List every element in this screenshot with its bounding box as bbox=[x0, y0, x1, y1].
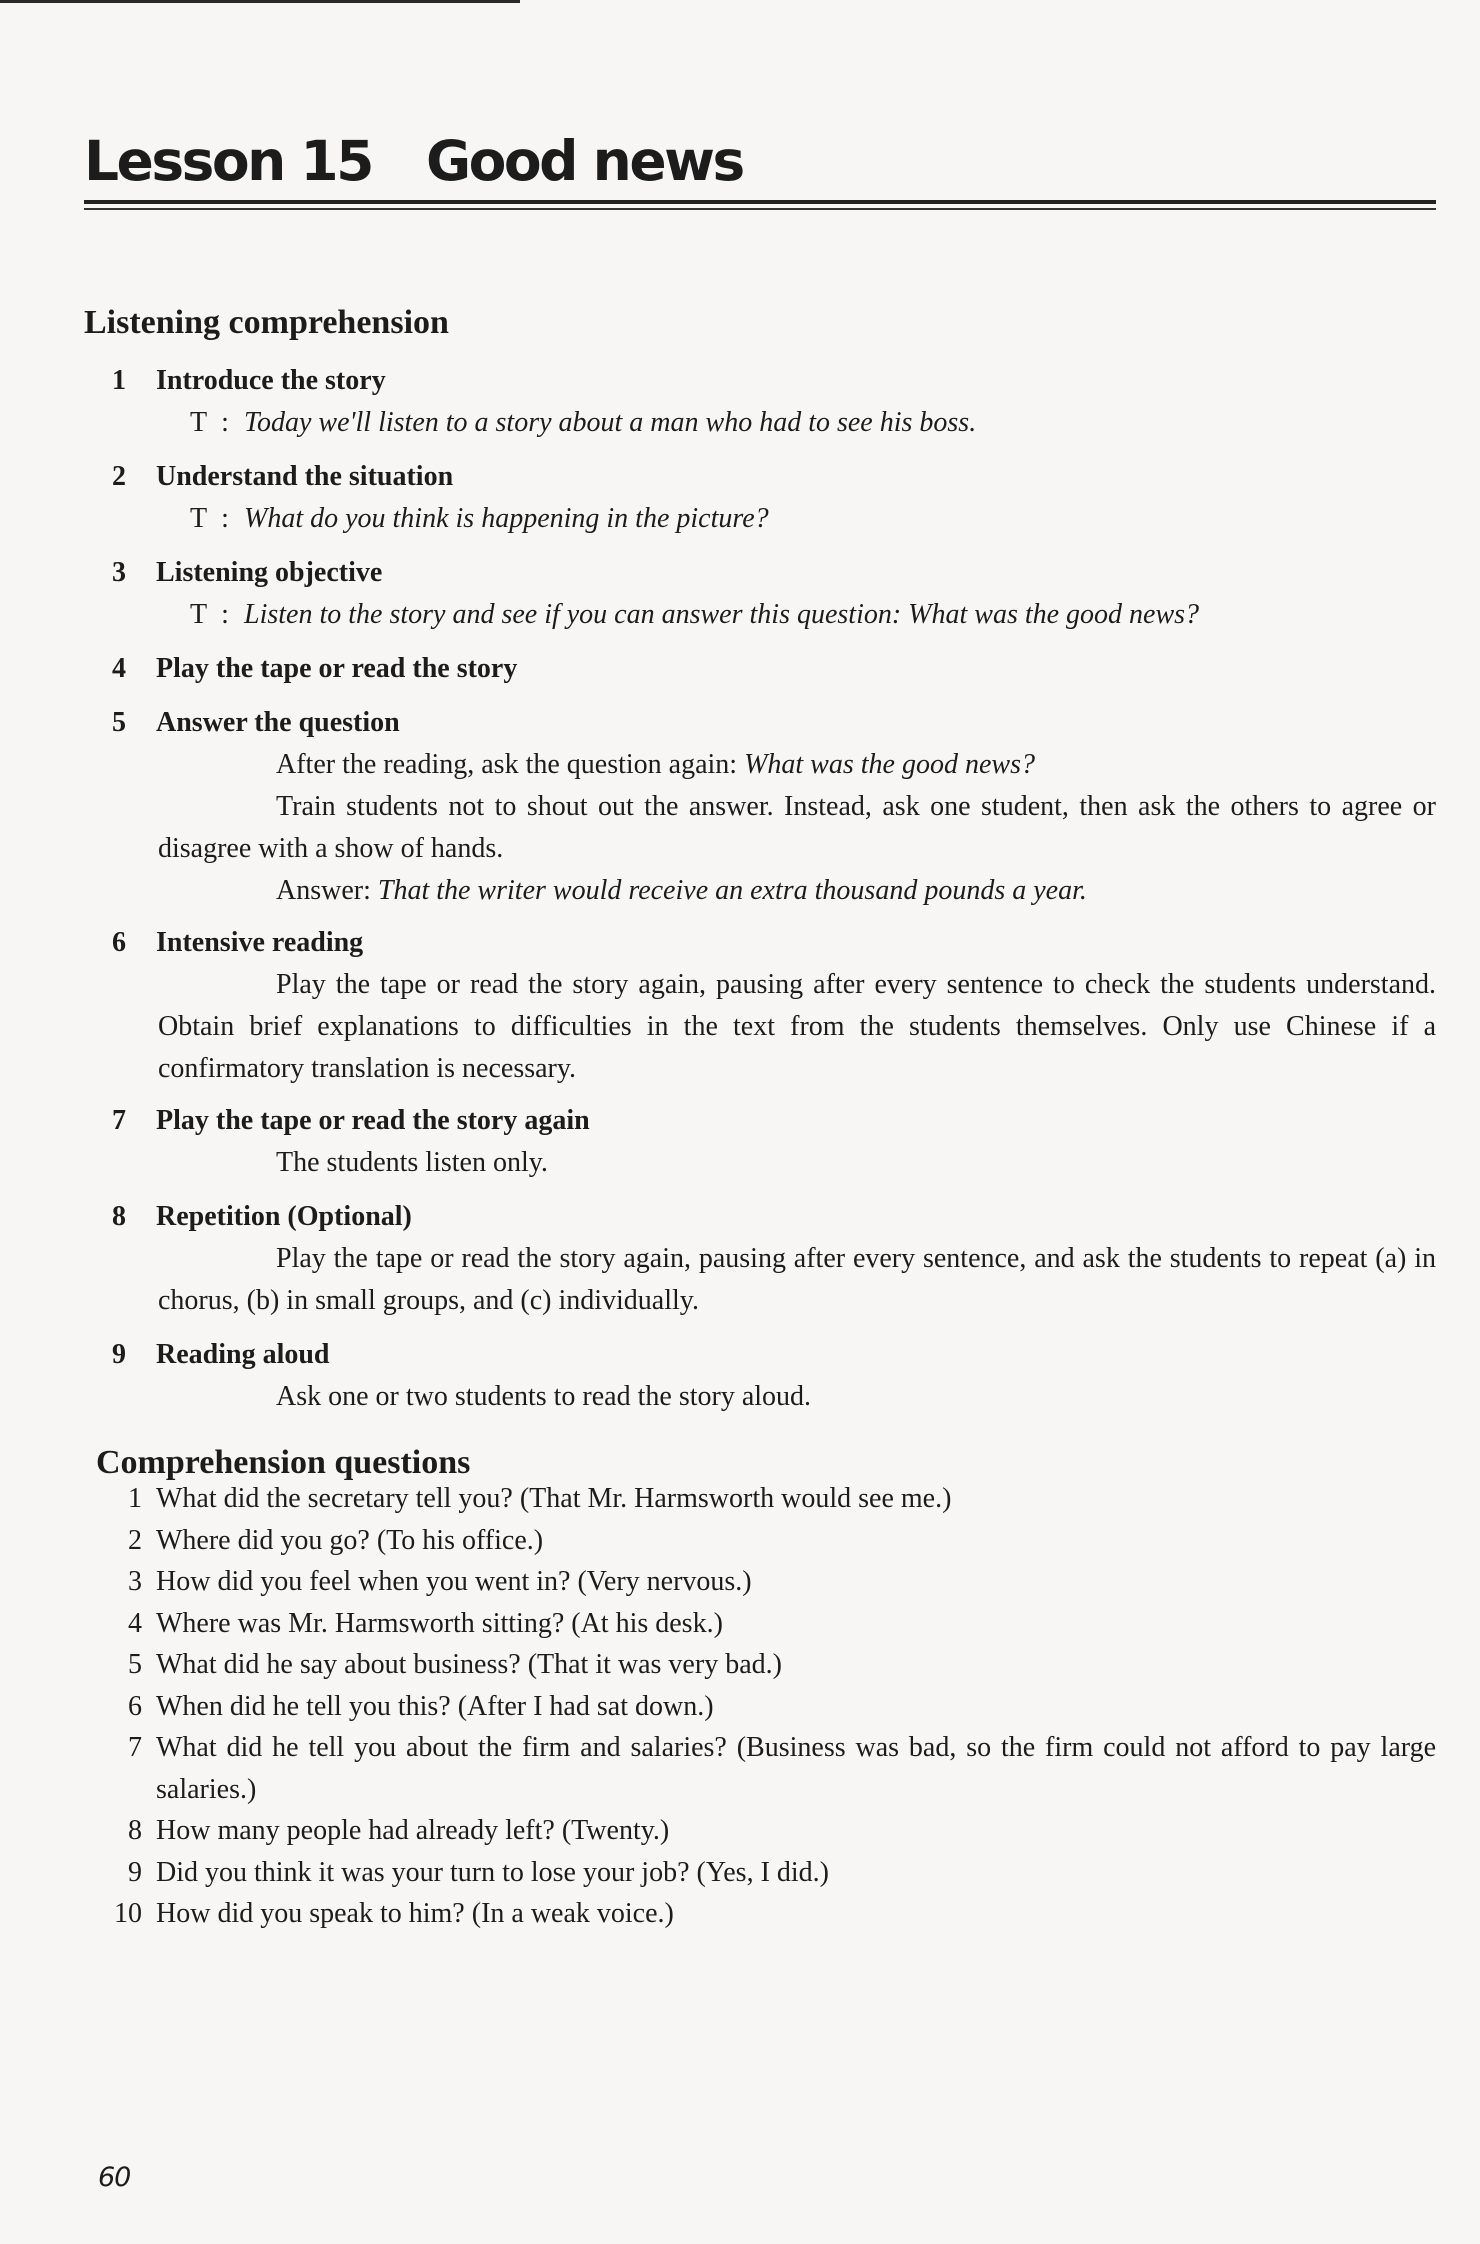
lesson-title bbox=[84, 129, 743, 193]
step-number: 8 bbox=[112, 1201, 126, 1232]
step-number: 7 bbox=[112, 1105, 126, 1136]
teacher-text: What do you think is happening in the picture? bbox=[244, 503, 769, 534]
step-title: Listening objective bbox=[156, 557, 383, 588]
step-title: Answer the question bbox=[156, 707, 400, 738]
step-title: Play the tape or read the story bbox=[156, 653, 518, 684]
question-text: What did he say about business? (That it was very bad.) bbox=[156, 1649, 782, 1680]
step-3 bbox=[84, 552, 1436, 636]
listening-heading: Listening comprehension bbox=[84, 304, 449, 341]
comprehension-question-list bbox=[84, 1478, 1436, 1935]
teacher-label: T bbox=[190, 503, 208, 534]
step-title: Intensive reading bbox=[156, 927, 364, 958]
step-9 bbox=[84, 1334, 1436, 1418]
question-text: When did he tell you this? (After I had sat down.) bbox=[156, 1690, 714, 1722]
step-number: 3 bbox=[112, 557, 126, 588]
question-item bbox=[84, 1686, 1436, 1728]
step-5 bbox=[84, 702, 1436, 912]
step-heading bbox=[84, 360, 1436, 402]
step-heading bbox=[84, 1334, 1436, 1376]
question-number: 4 bbox=[128, 1607, 142, 1639]
paragraph-text: After the reading, ask the question again: bbox=[276, 749, 745, 780]
teacher-label: T bbox=[190, 407, 208, 438]
step-1 bbox=[84, 360, 1436, 444]
question-number: 6 bbox=[128, 1690, 142, 1722]
question-number: 10 bbox=[114, 1898, 142, 1929]
answer-label: Answer: bbox=[276, 875, 378, 906]
step-8 bbox=[84, 1196, 1436, 1322]
lesson-number: Lesson 15 bbox=[84, 129, 372, 193]
page-number: 60 bbox=[98, 2162, 131, 2193]
question-text: Did you think it was your turn to lose your job? (Yes, I did.) bbox=[156, 1856, 829, 1888]
question-number: 5 bbox=[128, 1649, 142, 1680]
comprehension-heading: Comprehension questions bbox=[96, 1444, 471, 1481]
question-text: How many people had already left? (Twenty.) bbox=[156, 1815, 670, 1846]
step-heading bbox=[84, 1196, 1436, 1238]
question-item bbox=[84, 1852, 1436, 1894]
step-number: 2 bbox=[112, 461, 126, 492]
step-number: 1 bbox=[112, 365, 126, 396]
question-number: 1 bbox=[128, 1483, 142, 1514]
answer-text: That the writer would receive an extra thousand pounds a year. bbox=[377, 875, 1087, 906]
teacher-label: T bbox=[190, 599, 208, 630]
paragraph-question: What was the good news? bbox=[744, 749, 1035, 780]
question-number: 7 bbox=[128, 1732, 142, 1763]
top-border-line bbox=[0, 0, 520, 3]
question-number: 8 bbox=[128, 1815, 142, 1846]
step-paragraph: Play the tape or read the story again, pausing after every sentence, and ask the students to repeat (a) in chorus, (b) in small groups, and (c) individually. bbox=[158, 1243, 1436, 1316]
teacher-separator: : bbox=[221, 599, 229, 630]
question-item bbox=[84, 1520, 1436, 1562]
teacher-text: Listen to the story and see if you can answer this question: What was the good news? bbox=[244, 599, 1200, 630]
question-text: How did you feel when you went in? (Very nervous.) bbox=[156, 1566, 752, 1597]
question-text: What did the secretary tell you? (That Mr. Harmsworth would see me.) bbox=[156, 1483, 952, 1514]
header-rule-thin bbox=[84, 208, 1436, 210]
question-item bbox=[84, 1810, 1436, 1852]
question-text: What did he tell you about the firm and salaries? (Business was bad, so the firm could not afford to pay large salaries.) bbox=[156, 1732, 1436, 1805]
step-2 bbox=[84, 456, 1436, 540]
question-text: Where was Mr. Harmsworth sitting? (At his desk.) bbox=[156, 1607, 723, 1639]
question-item bbox=[84, 1727, 1436, 1810]
lesson-name: Good news bbox=[425, 129, 743, 193]
teacher-line bbox=[84, 498, 1436, 540]
teacher-line bbox=[84, 594, 1436, 636]
teacher-text: Today we'll listen to a story about a man who had to see his boss. bbox=[244, 407, 977, 438]
question-text: How did you speak to him? (In a weak voice.) bbox=[156, 1898, 674, 1929]
step-7 bbox=[84, 1100, 1436, 1184]
step-heading bbox=[84, 552, 1436, 594]
step-6 bbox=[84, 922, 1436, 1090]
step-title: Play the tape or read the story again bbox=[156, 1105, 590, 1136]
step-paragraph bbox=[84, 744, 1436, 786]
header-rule-thick bbox=[84, 200, 1436, 204]
lesson-header bbox=[84, 129, 1436, 224]
question-item bbox=[84, 1893, 1436, 1935]
question-item bbox=[84, 1561, 1436, 1603]
question-number: 9 bbox=[128, 1856, 142, 1888]
step-title: Introduce the story bbox=[156, 365, 386, 396]
teacher-separator: : bbox=[221, 407, 229, 438]
step-paragraph: Play the tape or read the story again, pausing after every sentence to check the students understand. Obtain brief explanations to difficulties in the text from the students themselves. Only use Chinese if a confirmatory translation is necessary. bbox=[158, 969, 1436, 1084]
teacher-line bbox=[84, 402, 1436, 444]
step-number: 6 bbox=[112, 927, 126, 958]
question-text: Where did you go? (To his office.) bbox=[156, 1524, 544, 1556]
question-item bbox=[84, 1644, 1436, 1686]
step-4 bbox=[84, 648, 1436, 690]
step-heading bbox=[84, 1100, 1436, 1142]
step-heading bbox=[84, 702, 1436, 744]
step-heading bbox=[84, 456, 1436, 498]
question-number: 2 bbox=[128, 1524, 142, 1556]
teacher-separator: : bbox=[221, 503, 229, 534]
question-number: 3 bbox=[128, 1566, 142, 1597]
step-heading bbox=[84, 922, 1436, 964]
question-item bbox=[84, 1603, 1436, 1645]
step-number: 5 bbox=[112, 707, 126, 738]
step-number: 9 bbox=[112, 1339, 126, 1370]
step-paragraph: Ask one or two students to read the story aloud. bbox=[276, 1381, 812, 1412]
step-paragraph bbox=[84, 870, 1436, 912]
step-title: Reading aloud bbox=[156, 1339, 330, 1370]
step-heading bbox=[84, 648, 1436, 690]
step-paragraph: Train students not to shout out the answer. Instead, ask one student, then ask the others to agree or disagree with a show of hands. bbox=[158, 791, 1436, 864]
step-title: Understand the situation bbox=[156, 461, 454, 492]
step-number: 4 bbox=[112, 653, 126, 684]
step-paragraph: The students listen only. bbox=[276, 1147, 548, 1178]
question-item bbox=[84, 1478, 1436, 1520]
step-title: Repetition (Optional) bbox=[156, 1201, 412, 1232]
